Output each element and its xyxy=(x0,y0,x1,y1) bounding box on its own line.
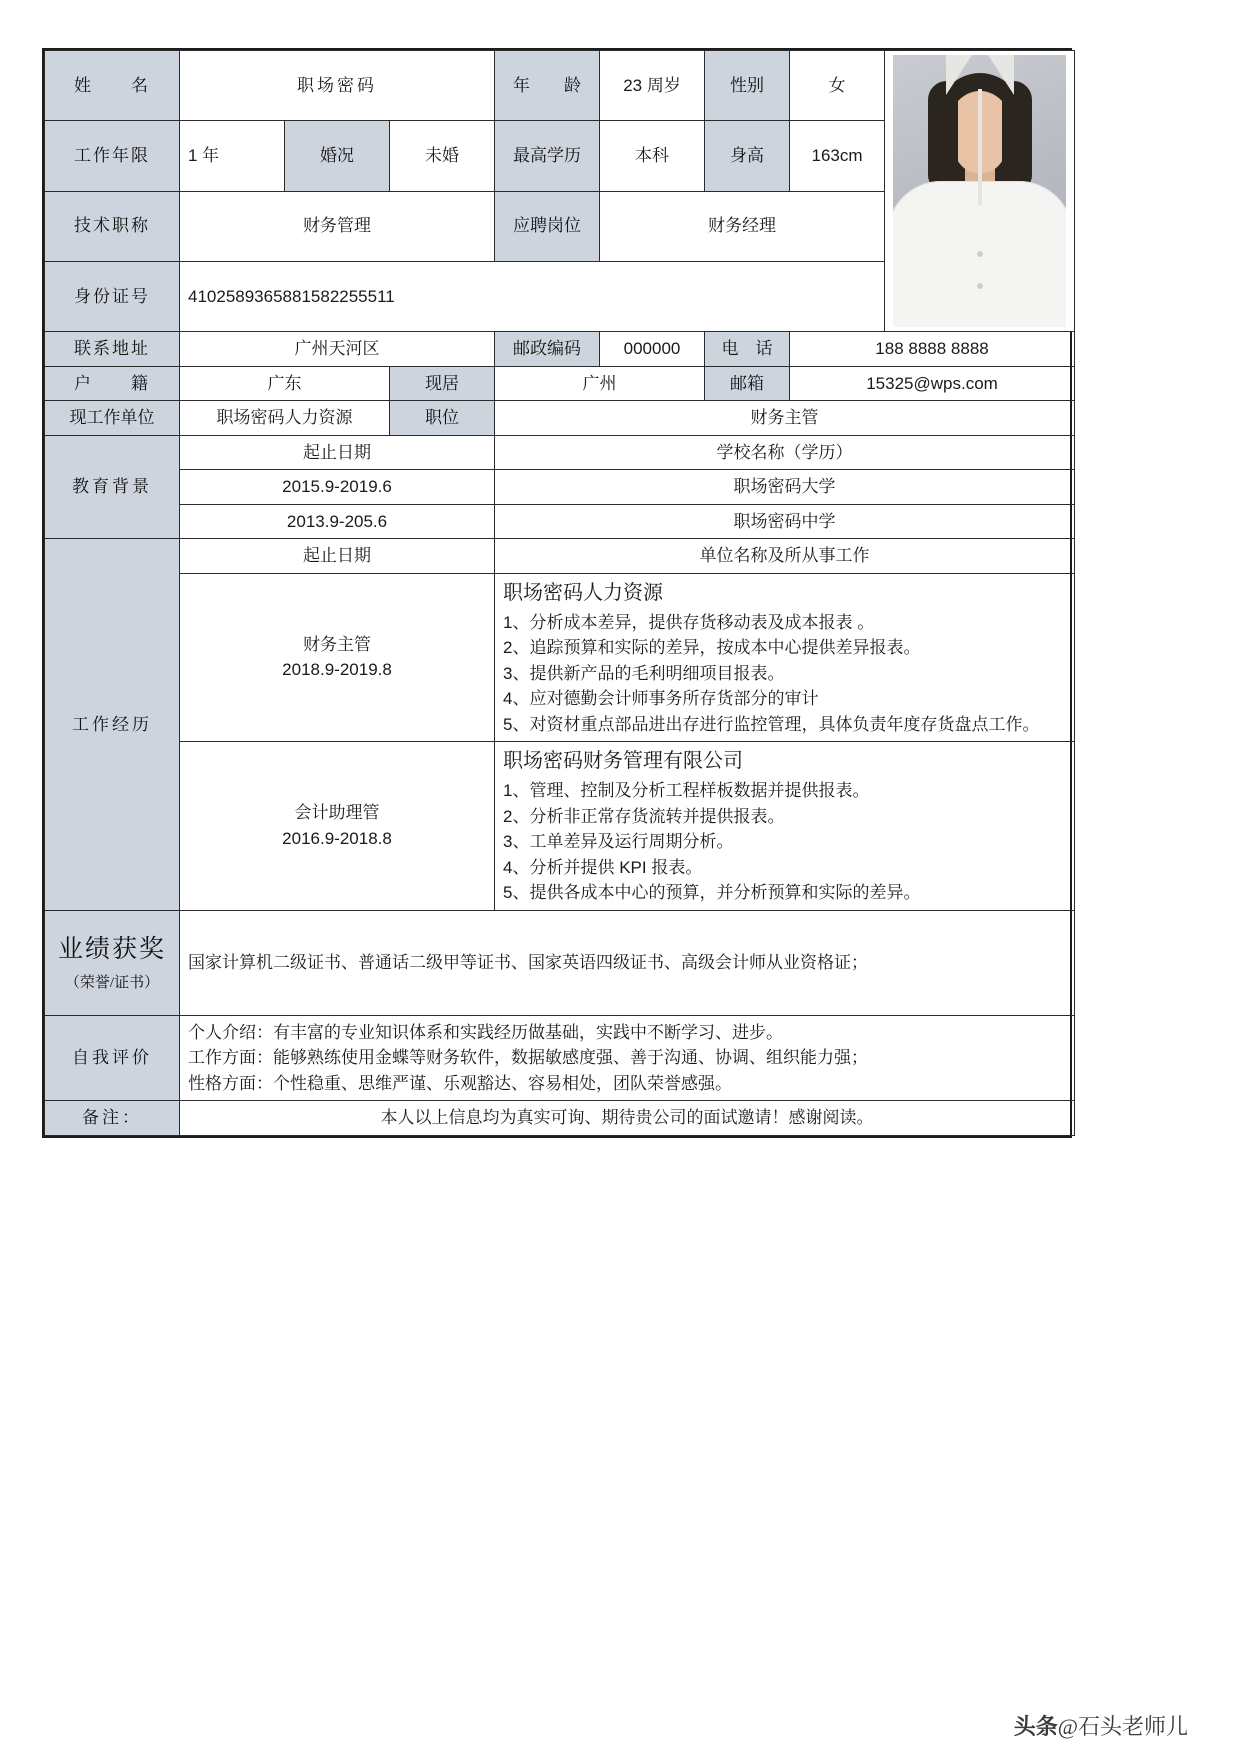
value-age: 23 周岁 xyxy=(600,51,705,121)
section-work-label: 工作经历 xyxy=(45,539,180,911)
self-evaluation-line: 工作方面：能够熟练使用金蝶等财务软件，数据敏感度强、善于沟通、协调、组织能力强； xyxy=(188,1048,868,1067)
note-value: 本人以上信息均为真实可询、期待贵公司的面试邀请！感谢阅读。 xyxy=(180,1101,1075,1136)
value-email: 15325@wps.com xyxy=(790,366,1075,401)
work-detail-cell xyxy=(495,573,1075,742)
value-residence: 广州 xyxy=(495,366,705,401)
work-role-cell xyxy=(180,573,495,742)
work-date: 2016.9-2018.8 xyxy=(282,828,392,848)
section-awards-label xyxy=(45,910,180,1015)
value-phone: 188 8888 8888 xyxy=(790,332,1075,367)
work-duty: 3、工单差异及运行周期分析。 xyxy=(503,832,734,851)
work-company: 职场密码财务管理有限公司 xyxy=(503,750,744,772)
value-gender: 女 xyxy=(790,51,885,121)
portrait-hair-left xyxy=(928,81,958,191)
resume-table xyxy=(44,50,1075,1136)
applicant-photo xyxy=(893,55,1066,327)
watermark-suffix: @石头老师儿 xyxy=(1057,1714,1188,1739)
section-education-label: 教育背景 xyxy=(45,435,180,539)
education-col-school: 学校名称（学历） xyxy=(495,435,1075,470)
label-hukou: 户 籍 xyxy=(45,366,180,401)
education-col-date: 起止日期 xyxy=(180,435,495,470)
work-date: 2018.9-2019.8 xyxy=(282,660,392,680)
photo-cell xyxy=(885,51,1075,332)
value-current-position: 财务主管 xyxy=(495,401,1075,436)
label-gender: 性别 xyxy=(705,51,790,121)
resume-table-container xyxy=(42,48,1072,1138)
awards-label-main: 业绩获奖 xyxy=(57,935,166,963)
label-technical-title: 技术职称 xyxy=(45,191,180,261)
portrait-hair-right xyxy=(1002,81,1032,191)
work-duty: 5、提供各成本中心的预算，并分析预算和实际的差异。 xyxy=(503,883,921,902)
table-row xyxy=(45,401,1075,436)
work-col-date: 起止日期 xyxy=(180,539,495,574)
work-role: 会计助理管 xyxy=(294,803,380,823)
watermark xyxy=(1014,1710,1188,1741)
value-applied-position: 财务经理 xyxy=(600,191,885,261)
table-row xyxy=(45,1015,1075,1101)
portrait-collar-left xyxy=(946,55,972,95)
work-role-cell xyxy=(180,742,495,911)
work-duty: 1、管理、控制及分析工程样板数据并提供报表。 xyxy=(503,781,870,800)
table-row xyxy=(45,742,1075,911)
value-current-company: 职场密码人力资源 xyxy=(180,401,390,436)
watermark-prefix: 头条 xyxy=(1013,1714,1058,1739)
work-role: 财务主管 xyxy=(303,634,371,654)
work-duty: 4、分析并提供 KPI 报表。 xyxy=(503,857,703,877)
table-row xyxy=(45,51,1075,121)
work-duty: 2、分析非正常存货流转并提供报表。 xyxy=(503,806,785,826)
label-residence: 现居 xyxy=(390,366,495,401)
table-row xyxy=(45,332,1075,367)
work-duty: 1、分析成本差异，提供存货移动表及成本报表 。 xyxy=(503,612,875,632)
table-row xyxy=(45,539,1075,574)
education-row-date: 2013.9-205.6 xyxy=(180,504,495,539)
label-age: 年 龄 xyxy=(495,51,600,121)
label-applied-position: 应聘岗位 xyxy=(495,191,600,261)
education-row-school: 职场密码中学 xyxy=(495,504,1075,539)
value-marriage: 未婚 xyxy=(390,121,495,191)
work-detail-cell xyxy=(495,742,1075,911)
work-duty: 5、对资材重点部品进出存进行监控管理，具体负责年度存货盘点工作。 xyxy=(503,714,1040,734)
label-current-company: 现工作单位 xyxy=(45,401,180,436)
value-address: 广州天河区 xyxy=(180,332,495,367)
work-duty: 3、提供新产品的毛利明细项目报表。 xyxy=(503,663,785,683)
label-id-number: 身份证号 xyxy=(45,261,180,331)
education-row-school: 职场密码大学 xyxy=(495,470,1075,505)
table-row xyxy=(45,573,1075,742)
portrait-button xyxy=(977,283,983,289)
work-duty: 2、追踪预算和实际的差异，按成本中心提供差异报表。 xyxy=(503,638,921,657)
education-row-date: 2015.9-2019.6 xyxy=(180,470,495,505)
label-postcode: 邮政编码 xyxy=(495,332,600,367)
section-note-label: 备注： xyxy=(45,1101,180,1136)
portrait-collar-right xyxy=(988,55,1014,95)
label-phone: 电 话 xyxy=(705,332,790,367)
value-hukou: 广东 xyxy=(180,366,390,401)
label-height: 身高 xyxy=(705,121,790,191)
label-work-years: 工作年限 xyxy=(45,121,180,191)
awards-value: 国家计算机二级证书、普通话二级甲等证书、国家英语四级证书、高级会计师从业资格证； xyxy=(180,910,1075,1015)
value-name: 职场密码 xyxy=(180,51,495,121)
work-col-detail: 单位名称及所从事工作 xyxy=(495,539,1075,574)
table-row xyxy=(45,470,1075,505)
portrait-button xyxy=(977,251,983,257)
table-row xyxy=(45,366,1075,401)
value-id-number: 4102589365881582255511 xyxy=(180,261,885,331)
work-company: 职场密码人力资源 xyxy=(503,581,664,604)
label-name: 姓 名 xyxy=(45,51,180,121)
section-self-evaluation-label: 自我评价 xyxy=(45,1015,180,1101)
self-evaluation-line: 个人介绍：有丰富的专业知识体系和实践经历做基础，实践中不断学习、进步。 xyxy=(188,1022,783,1042)
portrait-placket xyxy=(978,89,982,205)
label-marriage: 婚况 xyxy=(285,121,390,191)
label-current-position: 职位 xyxy=(390,401,495,436)
self-evaluation-line: 性格方面：个性稳重、思维严谨、乐观豁达、容易相处，团队荣誉感强。 xyxy=(188,1073,732,1093)
label-highest-education: 最高学历 xyxy=(495,121,600,191)
table-row xyxy=(45,910,1075,1015)
self-evaluation-value xyxy=(180,1015,1075,1101)
value-height: 163cm xyxy=(790,121,885,191)
value-highest-education: 本科 xyxy=(600,121,705,191)
table-row xyxy=(45,435,1075,470)
value-technical-title: 财务管理 xyxy=(180,191,495,261)
label-address: 联系地址 xyxy=(45,332,180,367)
awards-label-sub: （荣誉/证书） xyxy=(64,975,160,991)
work-duty: 4、应对德勤会计师事务所存货部分的审计 xyxy=(503,689,819,708)
label-email: 邮箱 xyxy=(705,366,790,401)
value-work-years: 1 年 xyxy=(180,121,285,191)
table-row xyxy=(45,1101,1075,1136)
value-postcode: 000000 xyxy=(600,332,705,367)
table-row xyxy=(45,504,1075,539)
